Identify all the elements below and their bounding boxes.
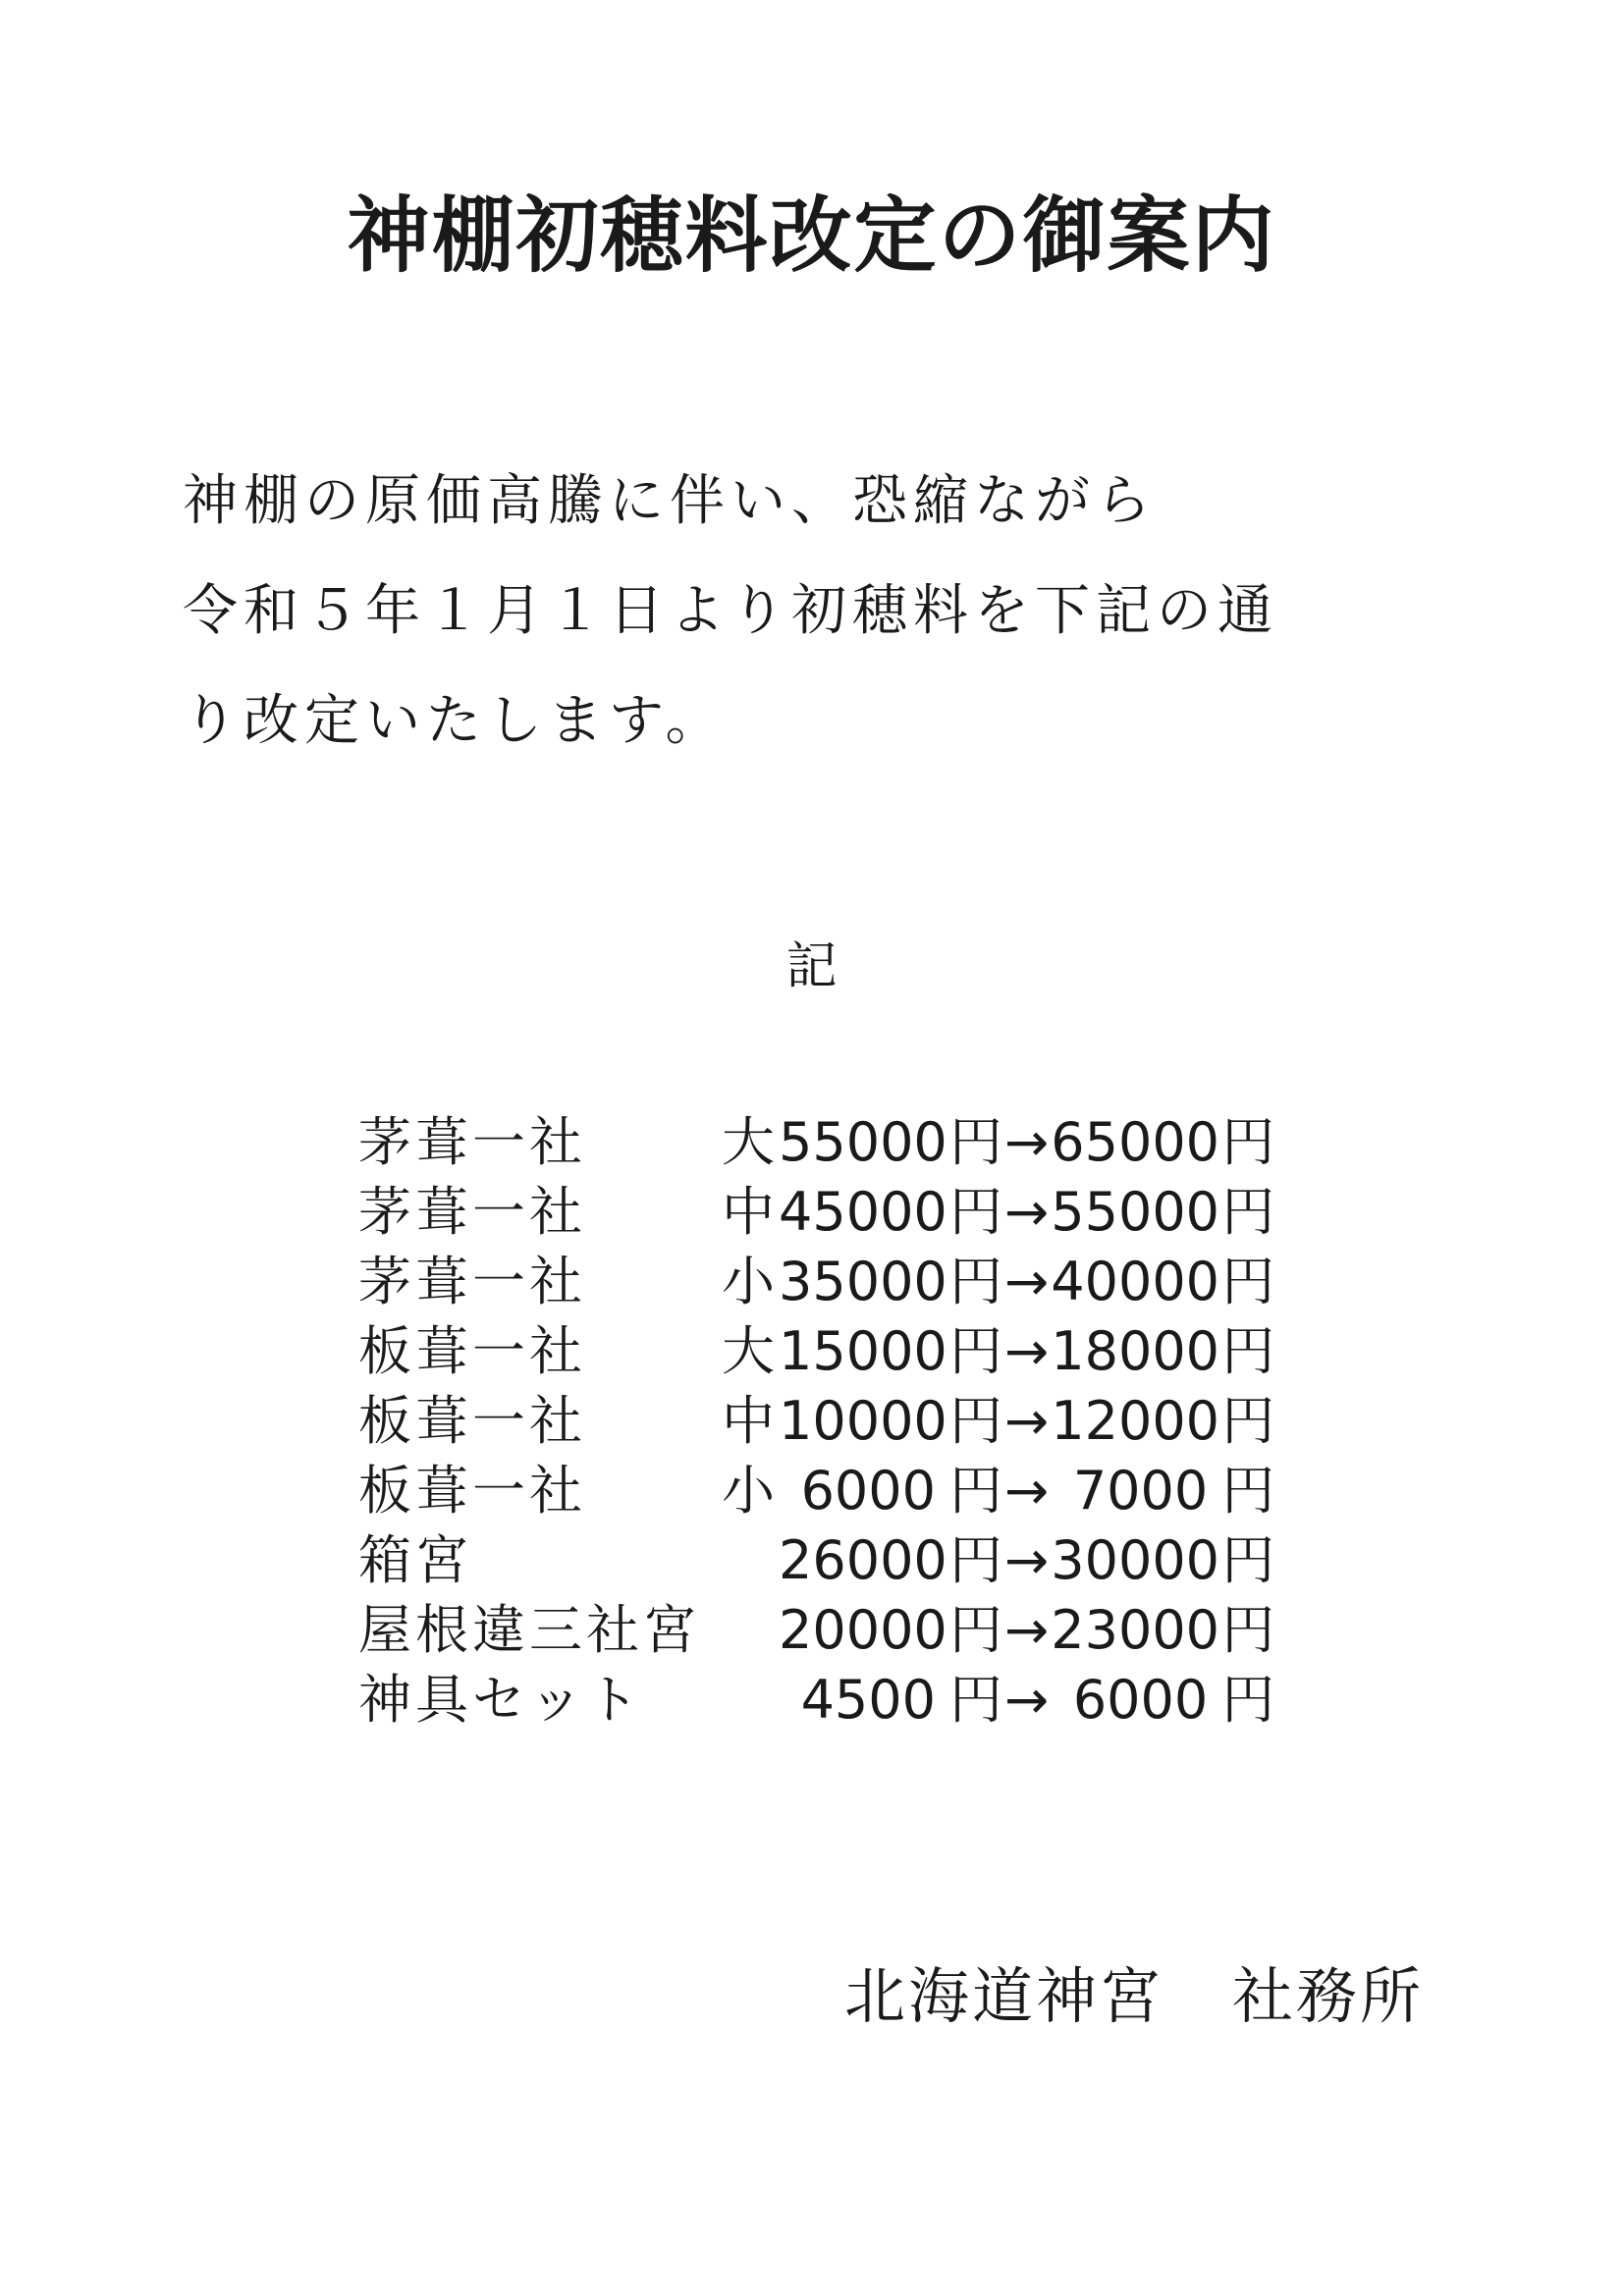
change-arrow: → <box>1004 1111 1050 1173</box>
item-size: 大 <box>722 1111 775 1173</box>
old-price: 4500 <box>800 1669 936 1731</box>
currency-unit: 円 <box>949 1251 1002 1312</box>
intro-line: り改定いたします。 <box>183 689 727 753</box>
old-price: 45000 <box>779 1181 947 1243</box>
signature-organization: 北海道神宮 <box>844 1960 1164 2032</box>
currency-unit: 円 <box>1221 1529 1275 1591</box>
currency-unit: 円 <box>949 1460 1002 1522</box>
price-row <box>358 1595 1274 1665</box>
change-arrow: → <box>1004 1460 1050 1522</box>
item-name: 屋根違三社宮 <box>358 1599 700 1661</box>
price-row <box>358 1456 1274 1525</box>
currency-unit: 円 <box>949 1669 1002 1731</box>
currency-unit: 円 <box>1221 1669 1275 1731</box>
old-price: 10000 <box>779 1390 947 1452</box>
item-name: 板葺一社 <box>358 1460 586 1522</box>
change-arrow: → <box>1004 1251 1050 1312</box>
price-row <box>358 1386 1274 1456</box>
ki-heading: 記 <box>785 937 838 996</box>
item-name: 神具セット <box>358 1669 643 1731</box>
currency-unit: 円 <box>949 1390 1002 1452</box>
item-name: 茅葺一社 <box>358 1181 586 1243</box>
new-price: 30000 <box>1051 1529 1220 1591</box>
change-arrow: → <box>1004 1669 1050 1731</box>
currency-unit: 円 <box>1221 1251 1275 1312</box>
signature-office: 社務所 <box>1232 1960 1425 2032</box>
currency-unit: 円 <box>949 1529 1002 1591</box>
intro-line: 神棚の原価高騰に伴い、恐縮ながら <box>183 469 1157 533</box>
old-price: 26000 <box>779 1529 947 1591</box>
price-row <box>358 1247 1274 1316</box>
item-name: 板葺一社 <box>358 1320 586 1382</box>
item-size: 中 <box>722 1390 775 1452</box>
item-name: 板葺一社 <box>358 1390 586 1452</box>
currency-unit: 円 <box>1221 1320 1275 1382</box>
price-row <box>358 1177 1274 1247</box>
currency-unit: 円 <box>949 1599 1002 1661</box>
new-price: 18000 <box>1051 1320 1220 1382</box>
signature <box>844 1955 1424 2038</box>
item-size: 中 <box>722 1181 775 1243</box>
currency-unit: 円 <box>949 1111 1002 1173</box>
currency-unit: 円 <box>1221 1460 1275 1522</box>
currency-unit: 円 <box>949 1320 1002 1382</box>
price-list <box>358 1107 1274 1735</box>
price-row <box>358 1107 1274 1177</box>
price-row <box>358 1525 1274 1595</box>
item-size: 小 <box>722 1251 775 1312</box>
change-arrow: → <box>1004 1529 1050 1591</box>
new-price: 7000 <box>1072 1460 1209 1522</box>
change-arrow: → <box>1004 1599 1050 1661</box>
old-price: 20000 <box>779 1599 947 1661</box>
old-price: 35000 <box>779 1251 947 1312</box>
new-price: 40000 <box>1051 1251 1220 1312</box>
old-price: 6000 <box>800 1460 936 1522</box>
change-arrow: → <box>1004 1320 1050 1382</box>
item-size: 小 <box>722 1460 775 1522</box>
item-name: 茅葺一社 <box>358 1251 586 1312</box>
intro-paragraph <box>183 447 1459 776</box>
new-price: 6000 <box>1072 1669 1209 1731</box>
new-price: 65000 <box>1051 1111 1220 1173</box>
currency-unit: 円 <box>1221 1599 1275 1661</box>
currency-unit: 円 <box>1221 1390 1275 1452</box>
currency-unit: 円 <box>1221 1181 1275 1243</box>
page-title: 神棚初穂料改定の御案内 <box>347 187 1276 284</box>
price-row <box>358 1665 1274 1735</box>
item-name: 茅葺一社 <box>358 1111 586 1173</box>
old-price: 15000 <box>779 1320 947 1382</box>
currency-unit: 円 <box>949 1181 1002 1243</box>
item-name: 箱宮 <box>358 1529 472 1591</box>
new-price: 23000 <box>1051 1599 1220 1661</box>
currency-unit: 円 <box>1221 1111 1275 1173</box>
change-arrow: → <box>1004 1181 1050 1243</box>
item-size: 大 <box>722 1320 775 1382</box>
intro-line: 令和５年１月１日より初穂料を下記の通 <box>183 579 1278 643</box>
price-row <box>358 1316 1274 1386</box>
old-price: 55000 <box>779 1111 947 1173</box>
new-price: 55000 <box>1051 1181 1220 1243</box>
new-price: 12000 <box>1051 1390 1220 1452</box>
change-arrow: → <box>1004 1390 1050 1452</box>
